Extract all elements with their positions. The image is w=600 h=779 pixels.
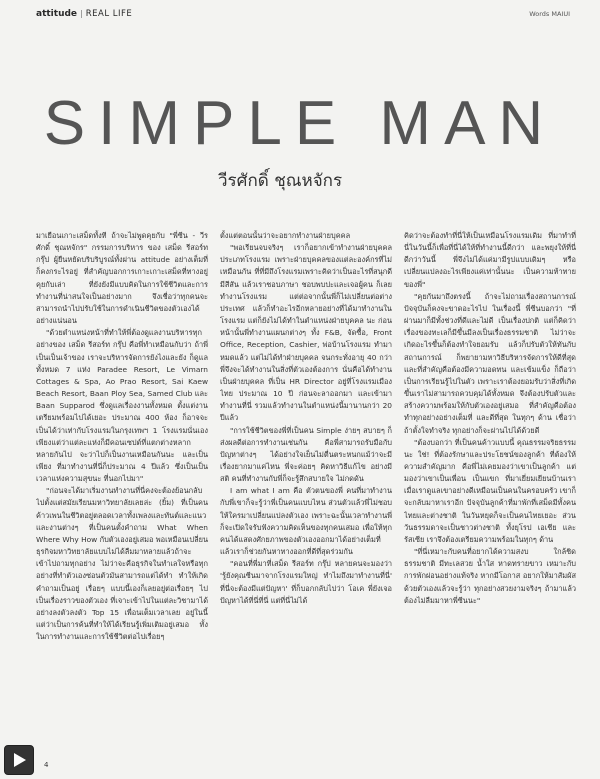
paragraph: "ที่นี่เหมาะกับคนที่อยากได้ความสงบ ใกล้ชิดธรรมชาติ มีทะเลสวย น้ำใส หาดทรายขาว เหมาะกับการพักผ่อนอย่างแท้จริง หากมีโอกาส อยากให้มาสัมผัสด้วยตัวเองแล้วจะรู้ว่า ทุกอย่างสวยงามจริงๆ ถ้ามาแล้ว ต้องไม่ลืมมาหาพี่ซีนนะ" bbox=[404, 547, 576, 605]
paragraph: "ต้องบอกว่า ที่เป็นคนค้าวแบบนี้ คุณธรรมจริยธรรมนะ ใช่! ที่ต้องรักษาและประโยชน์ของลูกค้า ที่ต้องให้ความสำคัญมาก คือพี่ไม่เคยมองว่าเขาเป็นลูกค้า แต่มองว่าเขาเป็นเพื่อน เป็นแขก ที่มาเยี่ยมเยียนบ้านเรา เมื่อเราดูแลเขาอย่างดีเหมือนเป็นคนในครอบครัว เขาก็จะกลับมาหาเราอีก ปัจจุบันลูกค้าที่มาพักที่เสม็ดมีทั้งคนไทยและต่างชาติ ในวันหยุดก็จะเป็นคนไทยเยอะ ส่วนวันธรรมดาจะเป็นชาวต่างชาติ ทั้งยุโรป เอเชีย และรัสเซีย เราจึงต้องเตรียมความพร้อมในทุกๆ ด้าน bbox=[404, 437, 576, 544]
paragraph: "ก่อนจะได้มาเริ่มงานทำงานที่นี่คงจะต้องย้อนกลับไปตั้งแต่สมัยเรียนมหาวิทยาลัยเลยล่ะ (ยิ้ม) ที่เป็นคนค้าวเพนในชีวิตอยู่ตลอดเวลาทั้งเพลงและทันต์และแนวและงานต่างๆ ที่เป็นคนตั้งคำถาม What When Where Why How กับตัวเองอยู่เสมอ พอเหมือนเปลี่ยนธุรกิจมหาวิทยาลัยแบบไม่ได้ลืมมาหลายแล้วถ้าจะเข้าไปถามทุกอย่าง ไม่ว่าจะคือธุรกิจในทำเลใจหรือทุกอย่างที่ทำตัวเองซ่อนตัวมันสามารถแต่ได้ทำ ทำให้เกิดคำถามเป็นอยู่ เรื่อยๆ แบบนี้เองก็เลยอยู่ต่อเรื่อยๆ ไปเป็นเรื่องราวของตัวเอง ที่เจาะเข้าไปในแต่ละวิชามาได้อย่างลงตัวลงตัว Top 15 เพื่อนเต็มเวลาเลย อยู่ในนี้ แต่ว่าเป็นการค้นที่ทำให้ได้เรียนรู้เพิ่มเติมอยู่เสมอ ทั้งในการทำงานและการใช้ชีวิตต่อไปเรื่อยๆ bbox=[36, 486, 208, 642]
paragraph: "การใช้ชีวิตของพี่ที่เป็นคน Simple ง่ายๆ สบายๆ ก็ส่งผลดีต่อการทำงานเช่นกัน คือพี่สามารถรับมือกับปัญหาต่างๆ ได้อย่างใจเย็นไม่ตื่นตระหนกแม้ว่าจะมีเรื่องยากมาแค่ไหน พี่จะค่อยๆ คิดหาวิธีแก้ไข อย่างมีสติ คนที่ทำงานกับพี่ก็จะรู้สึกสบายใจ ไม่กดดัน bbox=[220, 425, 392, 484]
brand-separator: | bbox=[80, 9, 83, 18]
paragraph: ตั้งแต่ตอนนั้นว่าจะอยากทำงานฝ่ายบุคคล bbox=[220, 231, 351, 240]
article-body bbox=[36, 230, 576, 755]
play-icon bbox=[14, 753, 26, 767]
article-subtitle: วีรศักดิ์ ชุณหจักร bbox=[218, 171, 343, 191]
article-title: SIMPLE MAN bbox=[43, 89, 557, 158]
text-column-2 bbox=[220, 230, 392, 755]
text-column-1 bbox=[36, 230, 208, 755]
paragraph: คิดว่าจะต้องทำที่นี่ให้เป็นเหมือนโรงแรมเดิม ที่มาทำที่นี่ในวันนี้ก็เพื่อที่นี่ได้ให้ที่ทำงานนี้ดีกว่า และพยุงให้ที่นี่ดีกว่าวันนี้ พี่จึงไม่ได้แค่มามีรูปแบบเดิมๆ หรือเปลี่ยนแปลงอะไรเพียงแค่เท่านั้นนะ เป็นความท้าทายของพี่" bbox=[404, 231, 576, 289]
play-button[interactable] bbox=[4, 745, 34, 775]
magazine-brand bbox=[36, 9, 132, 19]
paragraph: "พอเรียนจบจริงๆ เราก็อยากเข้าทำงานฝ่ายบุคคลประเภทโรงแรม เพราะฝ่ายบุคคลของแต่ละองค์กรที่ไม่เหมือนกัน ที่ที่มีถึงโรงแรมเพราะคิดว่าเป็นอะไรที่สนุกดี มีสีสัน แล้วเราชอบภาษา ชอบพบปะและเจอผู้คน ก็เลยทำงานโรงแรม แต่ต่อจากนั้นพี่ก็ไม่เปลี่ยนต่อต่างประเทศ แล้วก็ทำอะไรอีกหลายอย่างที่ได้มาทำงานในโรงแรม แต่ก็ยังไม่ได้ทำในตำแหน่งฝ่ายบุคคล นะ ก่อนหน้านั้นพี่ทำงานแผนกต่างๆ ทั้ง F&B, จัดซื้อ, Front Office, Reception, Cashier, พ่อบ้านโรงแรม ทำมาหมดแล้ว แต่ไม่ได้ทำฝ่ายบุคคล จนกระทั่งอายุ 40 กว่า พี่จึงจะได้ทำงานในสิ่งที่ตัวเองต้องการ นั่นคือได้ทำงานเป็นฝ่ายบุคคล ที่เป็น HR Director อยู่ที่โรงแรมเมืองไทย ประมาณ 10 ปี ก่อนจะลาออกมา และเข้ามาทำงานที่นี่ รวมแล้วทำงานในตำแหน่งนี้มานานกว่า 20 ปีแล้ว bbox=[220, 243, 392, 423]
paragraph: "คุยกันมาถึงตรงนี้ ถ้าจะไม่ถามเรื่องสถานการณ์ปัจจุบันก็คงจะขาดอะไรไป ในเรื่องนี้ พี่ซีนบอกว่า "ที่ผ่านมาก็มีทั้งช่วงที่ดีและไม่ดี เป็นเรื่องปกติ แต่ก็คิดว่าเรื่องของทะเลก็มีขึ้นมีลงเป็นเรื่องธรรมชาติ ไม่ว่าจะเกิดอะไรขึ้นก็ต้องทำใจยอมรับ แล้วก็ปรับตัวให้ทันกับสถานการณ์ ก็พยายามหาวิธีบริหารจัดการให้ดีที่สุด และที่สำคัญคือต้องมีความอดทน และเข้มแข็ง ก็ถือว่าเป็นการเรียนรู้ไปในตัว เพราะเราต้องยอมรับว่าสิ่งที่เกิดขึ้นเราไม่สามารถควบคุมได้ทั้งหมด จึงต้องปรับตัวและสร้างความพร้อมให้กับตัวเองอยู่เสมอ ที่สำคัญคือต้องทำทุกอย่างอย่างเต็มที่ และดีที่สุด ในทุกๆ ด้าน เชื่อว่าถ้าตั้งใจทำจริง ทุกอย่างก็จะผ่านไปได้ด้วยดี bbox=[404, 291, 576, 435]
writer-credit: Words MAIUI bbox=[529, 10, 570, 18]
section-name: REAL LIFE bbox=[85, 9, 133, 19]
text-column-3 bbox=[404, 230, 576, 755]
paragraph: "คอนที่พี่มาที่เสม็ด รีสอร์ท กรุ๊ป หลายคนจะมองว่า 'รู้ยังคุณซีนมาจากโรงแรมใหญ่ ทำไมถึงมาทำงานที่นี่' ที่นี่จะต้องมีแต่ปัญหา' ที่ก็บอกกลับไปว่า โอเค พี่ยังเจอปัญหาได้ที่นี่ที่นี่ แต่ที่นี่ไม่ได้ bbox=[220, 559, 392, 605]
brand-name: attitude bbox=[36, 9, 78, 19]
page-header bbox=[36, 9, 570, 23]
page-number: 4 bbox=[44, 761, 49, 769]
paragraph: I am what I am คือ ตัวตนของพี่ คนที่มาทำงานกับพี่เขาก็จะรู้ว่าพี่เป็นคนแบบไหน ส่วนตัวแล้วพี่ไม่ชอบให้ใครมาเปลี่ยนแปลงตัวเอง เพราะฉะนั้นเวลาทำงานพี่ก็จะเปิดใจรับฟังความคิดเห็นของทุกคนเสมอ เพื่อให้ทุกคนได้แสดงศักยภาพของตัวเองออกมาได้อย่างเต็มที่ แล้วเราก็ช่วยกันหาทางออกที่ดีที่สุดร่วมกัน bbox=[220, 486, 392, 557]
paragraph: "ด้วยตำแหน่งหน้าที่ทำให้พี่ต้องดูแลงานบริหารทุกอย่างของ เสม็ด รีสอร์ท กรุ๊ป คือพี่ทำเหมือนกับว่า ถ้าพี่เป็นเป็นเจ้าของ เราจะบริหารจัดการยังไงและยัง ก็ดูแลทั้งหมด 7 แห่ง Paradee Resort, Le Vimarn Cottages & Spa, Ao Prao Resort, Sai Kaew Beach Resort, Baan Ploy Sea, Samed Club และ Baan Supparod ซึ่งดูแลเรื่องงานทั้งหมด ตั้งแต่งานเตรียมพร้อมไปได้เยอะ ประมาณ 400 ห้อง ก็อาจจะเป็นได้ว่าเท่ากับโรงแรมในกรุงเทพฯ 1 โรงแรมนั่นเอง เพียงแต่ว่าแต่ละแห่งก็มีคอนเซปต์ที่แตกต่างหลากหลายกันไป จะว่าไปก็เป็นงานเหมือนกันนะ และเป็นเพียง ที่มาทำงานที่นี่ก็ประมาณ 4 ปีแล้ว ซึ่งเป็นเป็นเวลาแห่งความสุขนะ ที่นอกไปมา" bbox=[36, 328, 208, 484]
paragraph: มาเยือนเกาะเสม็ดทั้งที ถ้าจะไม่พูดคุยกับ "พี่ซีน - วีรศักดิ์ ชุณหจักร" กรรมการบริหาร ของ เสม็ด รีสอร์ท กรุ๊ป ผู้ยืนหยัดบริบริบูรณ์ทั้งผ่าน attitude อย่างเต็มที่ ก็คงกระไรอยู่ ที่สำคัญบอกการเกาะเกาะเสม็ดที่ทางอยู่คุยกับเล่า ที่ยังยังมีแบบคิดในการใช้ชีวิตและการทำงานที่น่าสนใจเป็นอย่างมาก จึงเชื่อว่าทุกคนจะสามารถนำไปปรับใช้ในการดำเนินชีวิตของตัวเองได้อย่างแน่นอน bbox=[36, 231, 208, 326]
